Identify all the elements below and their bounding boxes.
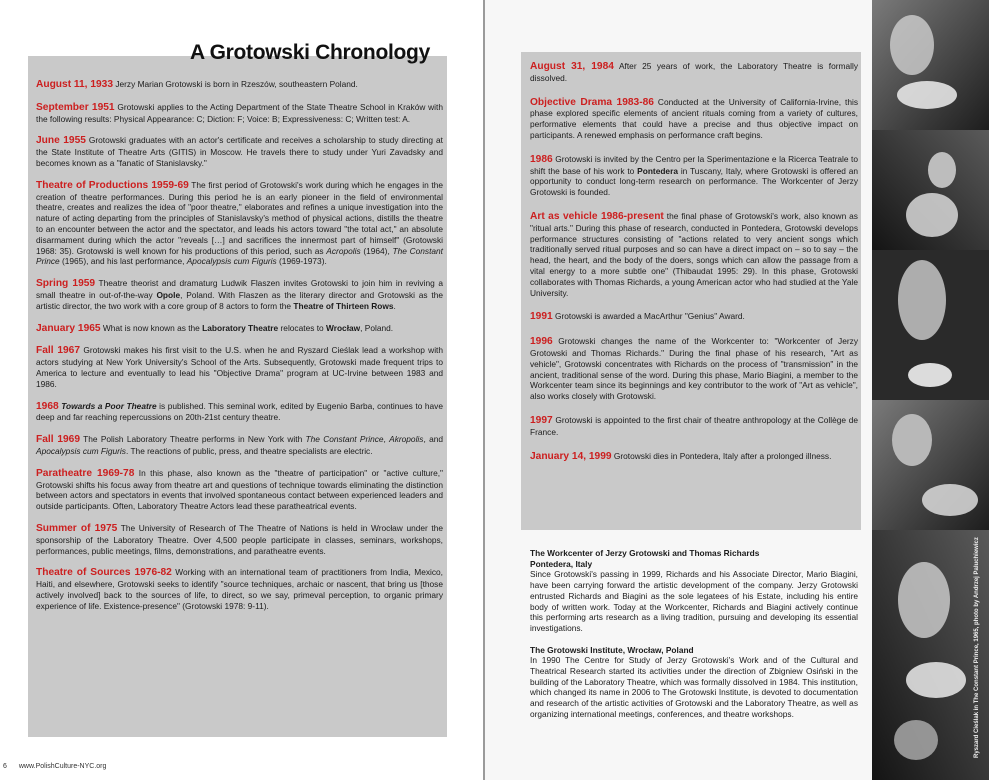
institute-body: In 1990 The Centre for Study of Jerzy Grotowski's Work and of the Cultural and Theatrical Research started its activities under the direction of Zbigniew Osiński in the building of the Laboratory Theatre, which was formally dissolved in 1984. This institution, which changed its name in 2006 to The Grotowski Institute, is devoted to documentation and research of the artistic activities of Grotowski and the Laboratory Theatre, as well as organizing international meetings, conferences, and theatre workshops. [530, 655, 858, 719]
entry-text: . [393, 300, 396, 311]
entry-text: the final phase of Grotowski's work, also known as "ritual arts." During this phase of research, conducted in Pontedera, Grotowski develops performance structures consisting of "actions related to very ancient songs which traditionally served ritual purposes and so can have a direct impact on – so to say – the head, the heart, and the body of the doers, songs which can allow the passage from a vital energy to a more subtle one" (Thibaudat 1995: 29). In this phase, Grotowski collaborates with Thomas Richards, a young American actor who had studied at the Yale University. [530, 210, 858, 298]
entry-text: (1965), and his last performance, [59, 256, 187, 267]
chronology-entry [36, 468, 443, 512]
entry-text: The University of Research of The Theatre of Nations is held in Wrocław under the sponsorship of the Laboratory Theatre. Over 4,500 people participate in classes, seminars, workshops, performances, public meetings, films, demonstrations, and paratheatre events. [36, 522, 443, 556]
entry-date: Paratheatre 1969-78 [36, 467, 135, 479]
entry-date: 1996 [530, 336, 553, 348]
entry-bold-text: Wrocław [325, 322, 361, 333]
chronology-entry [530, 336, 858, 402]
entry-text: Grotowski is invited by the Centro per la Sperimentazione e la Ricerca Teatrale to shift the base of his work to [530, 153, 858, 176]
entry-date: 1986 [530, 153, 553, 165]
entry-text: Jerzy Marian Grotowski is born in Rzeszów, southeastern Poland. [113, 79, 358, 89]
entry-book-title: Towards a Poor Theatre [61, 400, 157, 411]
photo-credit: Ryszard Cieślak in The Constant Prince, 1965, photo by Andrzej Paluchiewicz [974, 537, 980, 758]
entry-date: Summer of 1975 [36, 522, 118, 534]
entry-text: Grotowski graduates with an actor's certificate and receives a scholarship to study directing at the State Institute of Theatre Arts (GITIS) in Moscow. He travels there to study under Yuri Zavadsky and becomes known as a "fanatic of Stanislavsky." [36, 135, 443, 168]
lower-text-block [530, 548, 858, 720]
entry-text: Grotowski is appointed to the first chair of theatre anthropology at the Collège de France. [530, 414, 858, 437]
chronology-entry [36, 102, 443, 125]
entry-text: Conducted at the University of California-Irvine, this phase explored specific elements of ancient rituals coming from a variety of cultures, performative elements that could have a precise and thus objective impact on participants. A renewed emphasis on performance craft begins. [530, 96, 858, 140]
entry-date: June 1955 [36, 135, 86, 147]
entry-text: in Tuscany, Italy, where Grotowski is offered an opportunity to conduct long-term research on performance. The Workcenter of Jerzy Grotowski is founded. [530, 165, 858, 198]
workcenter-section [530, 548, 858, 634]
chronology-entry [530, 311, 858, 323]
entry-text: The Polish Laboratory Theatre performs in New York with [80, 434, 306, 445]
entry-date: Theatre of Productions 1959-69 [36, 179, 189, 191]
chronology-entry [36, 79, 443, 91]
entry-text: Grotowski changes the name of the Workcenter to: "Workcenter of Jerzy Grotowski and Thomas Richards." During the final phase of his research, "Art as vehicle", Grotowski concentrates with Richards on the process of "transmission" in the ancient, traditional sense of the word. During this phase, Mario Biagini, a member to the Workcenter team since its beginnings and key contributor to the work of "Art as vehicle", also works closely with Grotowski. [530, 336, 858, 402]
institute-heading: The Grotowski Institute, Wrocław, Poland [530, 644, 694, 655]
chronology-entry [36, 401, 443, 424]
photo-figure [894, 720, 938, 760]
entry-text: After 25 years of work, the Laboratory Theatre is formally dissolved. [530, 61, 858, 83]
entry-date: 1991 [530, 311, 553, 323]
footer-url[interactable]: www.PolishCulture-NYC.org [18, 763, 107, 770]
chronology-entry [530, 97, 858, 141]
chronology-entry [36, 278, 443, 311]
page-title: A Grotowski Chronology [190, 41, 430, 64]
entry-text: , [383, 434, 390, 445]
chronology-entry [530, 211, 858, 298]
entry-text: Grotowski applies to the Acting Department of the State Theatre School in Kraków with the following results: Physical Appearance: C; Diction: F; Voice: B; Expressiveness: C; Written test: A. [36, 101, 443, 124]
chronology-entry [36, 323, 443, 335]
entry-date: 1997 [530, 414, 553, 426]
entry-title-italic: Acropolis [326, 245, 361, 256]
photo-credit-wrapper [972, 537, 982, 760]
entry-title-italic: Apocalypsis cum Figuris [36, 445, 126, 456]
entry-text: Working with an international team of practitioners from India, Mexico, Haiti, and elsewhere, Grotowski seeks to identify "source techniques, archaic or nascent, that bring us [those actively involved] back to the sources of life, to direct, so we say, primeval perception, to organic primary experience of life. Existence-presence" (Grotowski 1978: 9-11). [36, 567, 443, 611]
entry-date: August 11, 1933 [36, 79, 114, 90]
entry-text: Theatre theorist and dramaturg Ludwik Flaszen invites Grotowski to join him in reviving a small theatre in out-of-the-way [36, 278, 443, 300]
photo-figure [890, 15, 934, 75]
photo-figure [898, 562, 950, 638]
entry-date: January 14, 1999 [530, 450, 612, 462]
entry-bold-text: Pontedera [637, 165, 678, 176]
entry-text: relocates to [278, 322, 326, 333]
entry-text: , and [423, 434, 443, 445]
photo-figure [908, 363, 952, 387]
chronology-entry [530, 451, 858, 463]
workcenter-location: Pontedera, Italy [530, 558, 593, 569]
entry-date: Art as vehicle 1986-present [530, 210, 664, 222]
workcenter-body: Since Grotowski's passing in 1999, Richards and his Associate Director, Mario Biagini, have been carrying forward the artistic development of the company. Jerzy Grotowski entrusted Richards and Biagini as the sole legatees of his Estate, including his entire body of written work. Today at the Workcenter, Richards and Biagini actively continue this performing arts research as a living tradition, pursuing and developing its essential investigations. [530, 569, 858, 633]
entry-text: In this phase, also known as the "theatre of participation" or "active culture," Grotowski shifts his focus away from theatre art and questions of technique towards eliminating the distinction between actors and spectators in events that involved spontaneous contact between experienced leaders and outside participants. Often, Laboratory Theatre Actors lead these paratheatrical events. [36, 467, 443, 512]
photo-figure [928, 152, 956, 188]
entry-date: Objective Drama 1983-86 [530, 96, 654, 108]
photo-figure [897, 81, 957, 109]
entry-title-italic: Akropolis [389, 434, 424, 445]
entry-text: What is now known as the [100, 322, 203, 333]
entry-bold-text: Opole [156, 289, 181, 300]
entry-text: is published. This seminal work, edited by Eugenio Barba, continues to have deep and far reaching repercussions on 20th-21st century theatre. [36, 400, 443, 423]
photo-figure [922, 484, 978, 516]
photo-figure [906, 193, 958, 237]
entry-date: 1968 [36, 400, 59, 412]
entry-date: January 1965 [36, 322, 101, 334]
entry-text: Grotowski dies in Pontedera, Italy after a prolonged illness. [611, 450, 832, 461]
photo-figure [898, 260, 946, 340]
entry-bold-text: Theatre of Thirteen Rows [293, 300, 394, 311]
chronology-entry [530, 415, 858, 438]
page-footer [3, 763, 106, 770]
entry-text: (1969-1973). [276, 256, 327, 267]
entry-date: August 31, 1984 [530, 61, 614, 72]
institute-section [530, 645, 858, 720]
chronology-entry [530, 154, 858, 198]
chronology-entry [36, 567, 443, 611]
page-number: 6 [3, 763, 7, 770]
chronology-entry [530, 61, 858, 84]
entry-text: . The reactions of public, press, and theatre specialists are electric. [125, 445, 373, 456]
entry-title-italic: Apocalypsis cum Figuris [186, 256, 277, 267]
entry-date: Theatre of Sources 1976-82 [36, 567, 172, 579]
entry-date: Spring 1959 [36, 278, 96, 290]
chronology-entry [36, 345, 443, 389]
entry-date: Fall 1967 [36, 345, 81, 357]
entry-date: September 1951 [36, 101, 115, 113]
right-chronology [530, 61, 858, 475]
entry-title-italic: The Constant Prince [305, 434, 384, 445]
entry-text: Grotowski makes his first visit to the U.S. when he and Ryszard Cieślak lead a workshop with actors studying at New York University's School of the Arts. Subsequently, Grotowski made frequent trips to America to lecture and eventually to lead his "Objective Drama" program at UC-Irvine between 1983 and 1986. [36, 345, 444, 389]
entry-text: , Poland. [360, 322, 394, 333]
entry-bold-text: Laboratory Theatre [202, 322, 279, 333]
chronology-entry [36, 523, 443, 556]
entry-text: The first period of Grotowski's work during which he engages in the creation of theatre performances. During this period he is an early pioneer in the field of environmental theatre, creates and realizes the idea of "poor theatre," elaborates and refines a unique investigation into the nature of acting departing from the principles of Stanislavsky's method of physical actions, distills the theatre to an encounter between the actor and the spectator, and leads his actors toward "the total act," an absolute disarmament during which the actor "reveals […] and sacrifices the innermost part of himself" (Grotowski 1968: 35). Grotowski is well known for his productions of this period, such as [36, 179, 443, 256]
photo-figure [892, 414, 932, 466]
entry-title-italic: The Constant Prince [36, 245, 443, 267]
workcenter-heading: The Workcenter of Jerzy Grotowski and Thomas Richards [530, 548, 760, 558]
chronology-entry [36, 434, 443, 457]
left-chronology [36, 79, 443, 622]
photo-frame-1 [872, 0, 989, 130]
entry-date: Fall 1969 [36, 434, 81, 446]
chronology-entry [36, 180, 443, 267]
entry-text: , Poland. With Flaszen as the literary director and Grotowski as the artistic director, the two work with a core group of 8 actors to form the [36, 289, 443, 311]
entry-text: Grotowski is awarded a MacArthur "Genius" Award. [552, 311, 745, 322]
entry-text: (1964), [360, 245, 393, 256]
chronology-entry [36, 135, 443, 168]
photo-figure [906, 662, 966, 698]
